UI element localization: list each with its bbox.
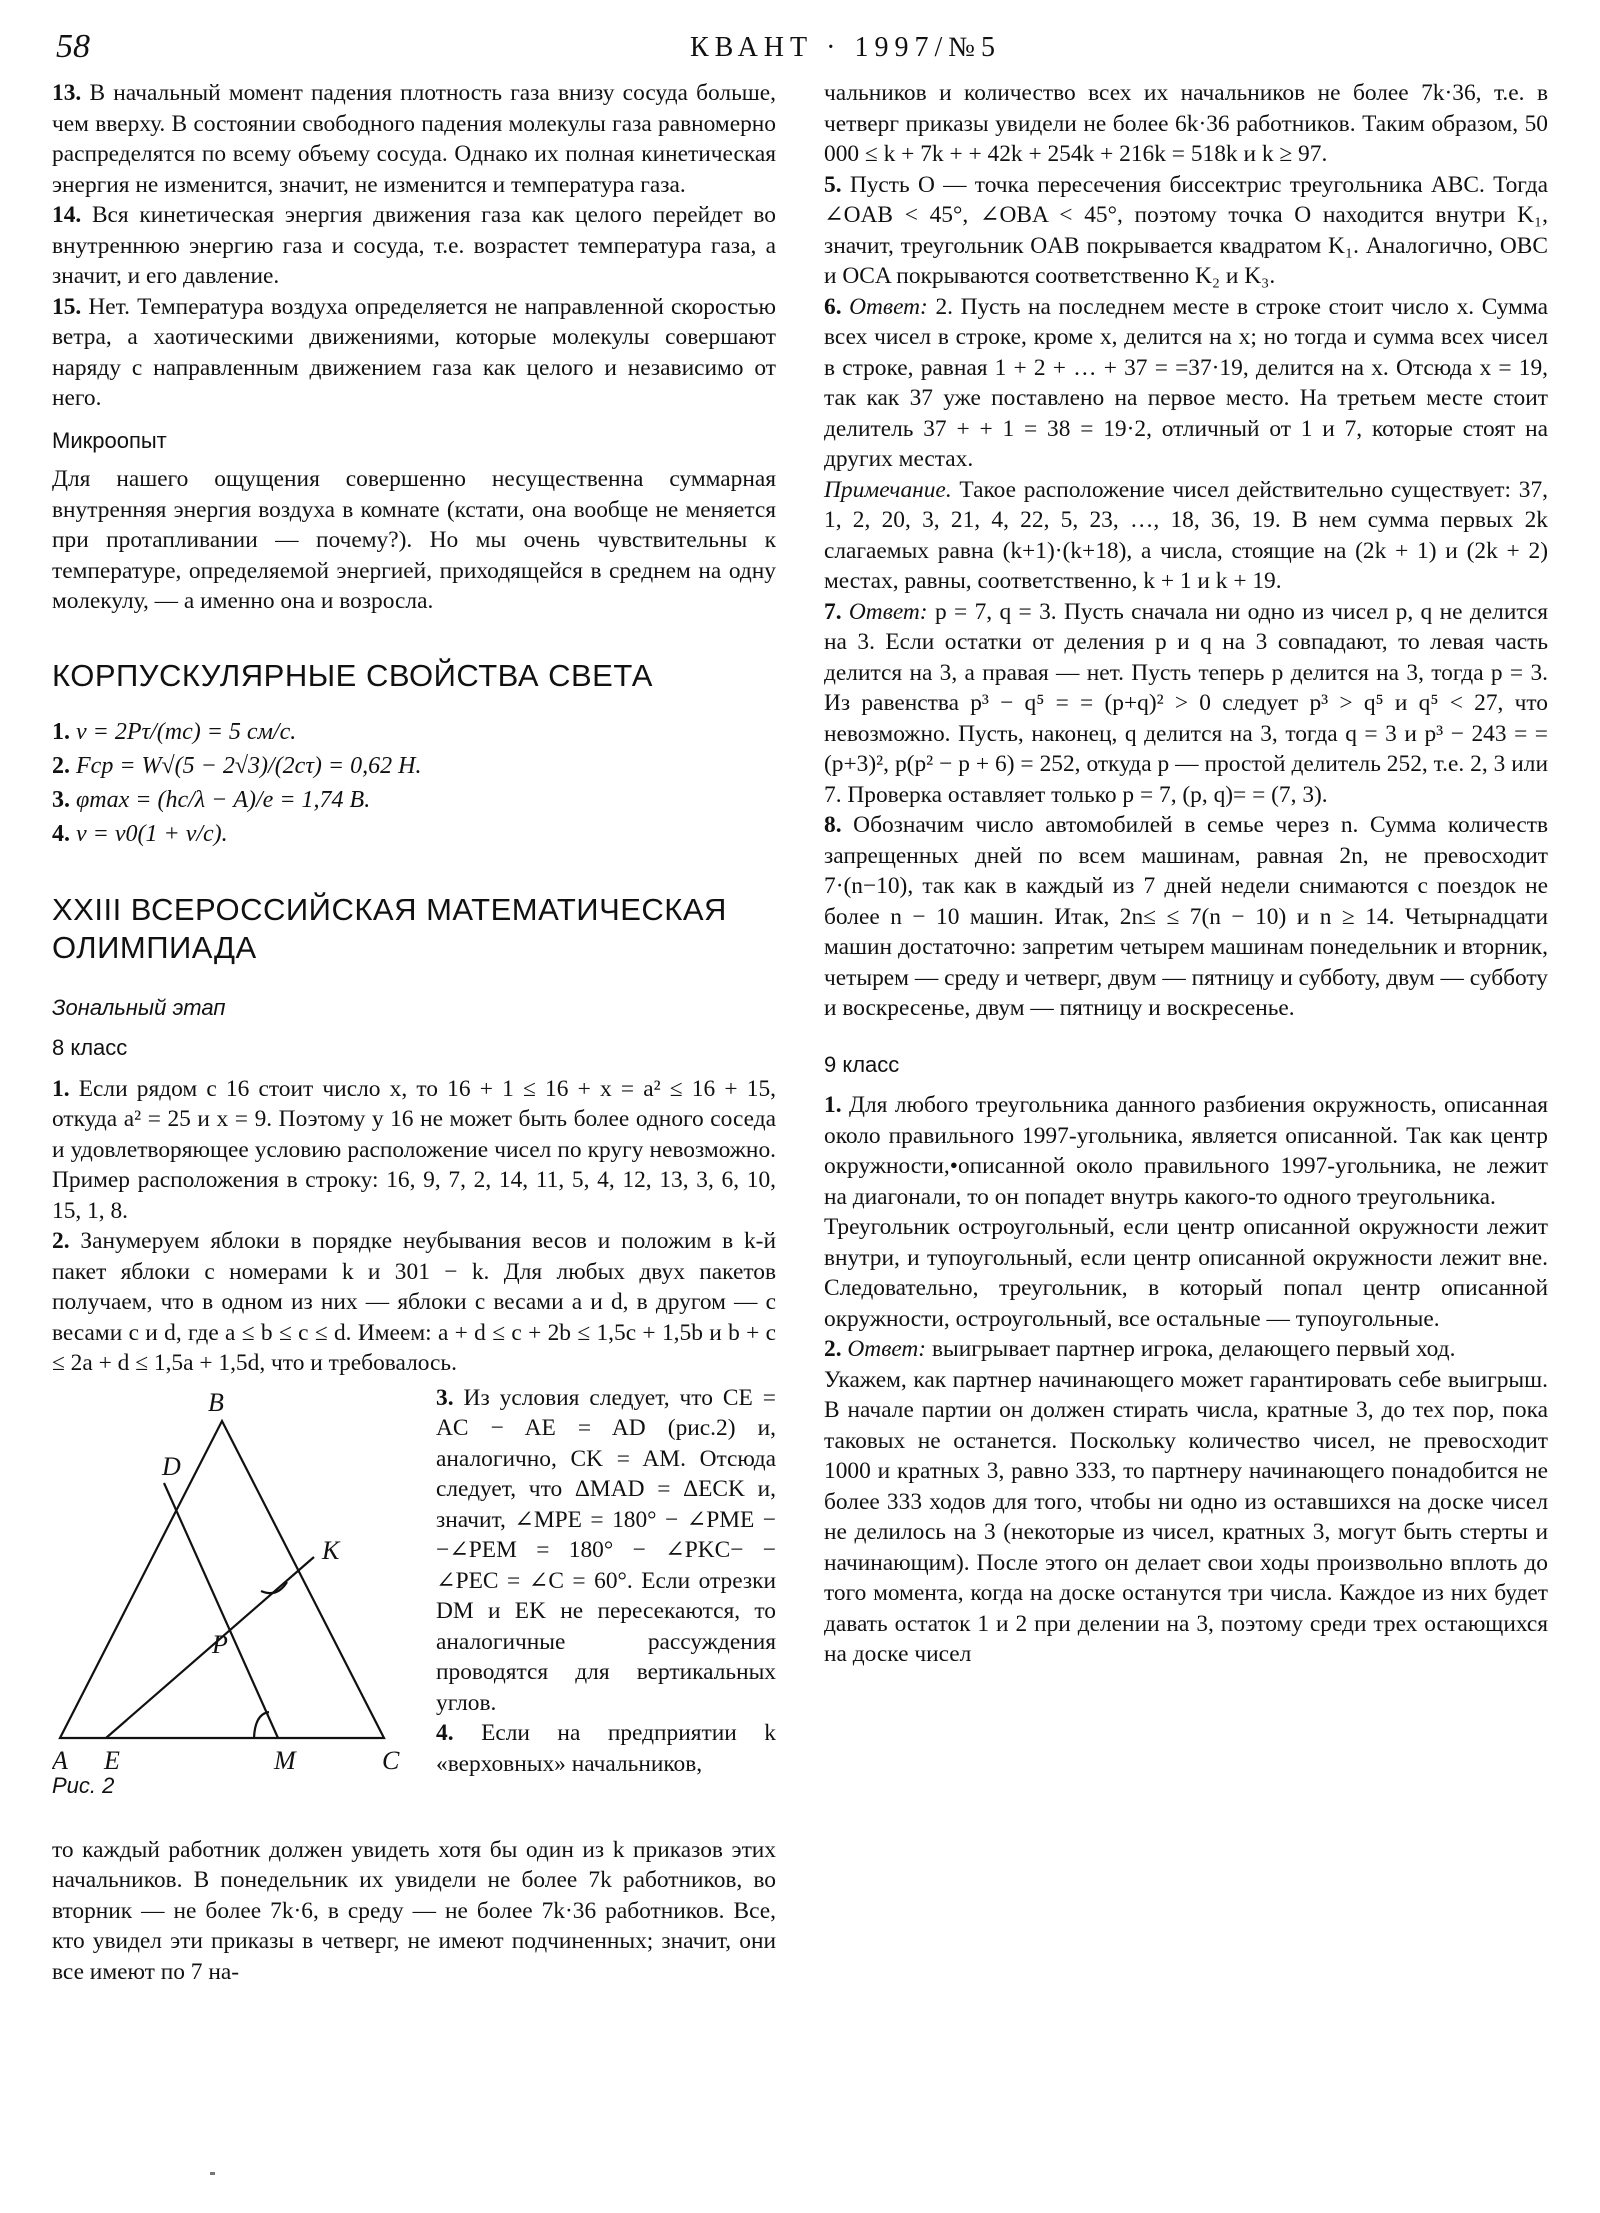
math-answer-2 [52,1226,776,1379]
math-answer-3 [436,1383,776,1719]
note-label: Примечание. [824,476,952,503]
item-number: 2. [52,1228,70,1254]
item-number: 4. [436,1720,454,1746]
formula-text: ν = ν0(1 + v/c). [76,820,228,847]
item-number: 1. [52,1075,70,1102]
page-number: 58 [56,28,90,65]
label-b: B [208,1387,224,1417]
label-a: A [52,1745,68,1773]
item-number: 1. [824,1092,842,1118]
section-title-light: КОРПУСКУЛЯРНЫЕ СВОЙСТВА СВЕТА [52,657,653,693]
formula-text: φmax = (hc/λ − A)/e = 1,74 В. [76,786,371,813]
answer-text: p = 7, q = 3. Пусть сначала ни одно из чисел p, q не делится на 3. Если остатки от деления p и q на 3 совпадают, то левая часть делится на 3, а правая — нет. Пусть теперь p делится на 3, тогда p = 3. Из равенства p³ − q⁵ = = (p+q)² > 0 следует p³ > q⁵ и q⁵ < 27, что невозможно. Пусть, наконец, q делится на 3, тогда q = 3 и p³ − 243 = =(p+3)², p(p² − p + 6) = 252, откуда p — простой делитель 252, т.е. 2, 3 или 7. Проверка оставляет только p = 7, (p, q)= = (7, 3). [824,598,1548,808]
math-answer-8 [824,810,1548,1024]
math-answer-4-end: чальников и количество всех их начальников не более 7k·36, т.е. в четверг приказы увидели не более 6k·36 работников. Таким образом, 50 000 ≤ k + 7k + + 42k + 254k + 216k = 518k и k ≥ 97. [824,80,1548,167]
segment-dm [164,1483,278,1738]
triangle-abc [60,1421,384,1738]
grade9-answer-1 [824,1090,1548,1212]
answer-label: Ответ: [849,293,928,320]
answer-15 [52,292,776,414]
answer-label: Ответ: [847,1336,927,1362]
answer-text: Нет. Температура воздуха определяется не направленной скоростью ветра, а хаотическими движениями, которые молекулы совершают наряду с направленным движением газа как целого и независимо от него. [52,293,776,411]
answer-label: Ответ: [848,598,928,625]
triangle-figure [52,1383,432,1773]
section-title-line: XXIII ВСЕРОССИЙСКАЯ МАТЕМАТИЧЕСКАЯ [52,891,727,927]
figure-caption: Рис. 2 [52,1772,115,1798]
formula-text: Fср = W√(5 − 2√3)/(2cτ) = 0,62 Н. [76,752,422,779]
math-answer-5 [824,170,1548,292]
answer-14 [52,200,776,292]
grade-8-heading: 8 класс [52,1035,128,1060]
item-number: 2. [52,752,70,779]
item-number: 7. [824,598,842,625]
answer-text: выигрывает партнер игрока, делающего первый ход. [931,1336,1456,1362]
item-number: 15. [52,293,82,320]
grade9-answer-1-cont: Треугольник остроугольный, если центр описанной окружности лежит внутри, и тупоугольный, если центр описанной окружности лежит вне. Следовательно, треугольник, в который попал центр описанной окружности, остроугольный, все остальные — тупоугольные. [824,1214,1548,1332]
item-number: 1. [52,718,70,745]
answer-text: Пусть O — точка пересечения биссектрис треугольника ABC. Тогда ∠OAB < 45°, ∠OBA < 45°, поэтому точка O находится внутри K₁, значит, треугольник OAB покрывается квадратом K₁. Аналогично, OBC и OCA покрываются соответственно K₂ и K₃. [824,171,1548,289]
section-title-line: ОЛИМПИАДА [52,929,257,965]
grade9-answer-2 [824,1334,1548,1365]
math-answer-1 [52,1074,776,1227]
label-m: M [274,1745,296,1773]
formula-1 [52,715,776,749]
item-number: 5. [824,171,842,198]
label-e: E [104,1745,120,1773]
page-header [50,22,1570,72]
item-number: 3. [52,786,70,813]
answer-text: Если рядом с 16 стоит число x, то 16 + 1 ≤ 16 + x = a² ≤ 16 + 15, откуда a² = 25 и x = 9. Поэтому у 16 не может быть более одного соседа и удовлетворяющее условию расположение чисел по кругу невозможно. Пример расположения в строку: 16, 9, 7, 2, 14, 11, 5, 4, 12, 13, 3, 6, 10, 15, 1, 8. [52,1075,776,1224]
formula-text: v = 2Pτ/(mc) = 5 см/с. [76,718,297,745]
left-column [52,78,776,1987]
formula-3 [52,783,776,817]
stage-heading: Зональный этап [52,994,226,1020]
math-answer-6 [824,292,1548,475]
formula-2 [52,749,776,783]
item-number: 4. [52,820,70,847]
answer-text: Вся кинетическая энергия движения газа как целого перейдет во внутреннюю энергию газа и сосуда, т.е. возрастет температура газа, а значит, и его давление. [52,202,776,289]
answer-text: Из условия следует, что CE = AC − AE = AD (рис.2) и, аналогично, CK = AM. Отсюда следует, что ΔMAD = ΔECK и, значит, ∠MPE = 180° − ∠PME − −∠PEM = 180° − ∠PKC− − ∠PEC = ∠C = 60°. Если отрезки DM и EK не пересекаются, то аналогичные рассуждения проводятся для вертикальных углов. [436,1384,776,1716]
answer-text: Обозначим число автомобилей в семье через n. Сумма количеств запрещенных дней по всем машинам, равная 2n, не превосходит 7·(n−10), так как в каждый из 7 дней недели снимаются с поездок не более n − 10 машин. Итак, 2n≤ ≤ 7(n − 10) и n ≥ 14. Четырнадцати машин достаточно: запретим четырем машинам понедельник и вторник, четырем — среду и четверг, двум — пятницу и субботу, двум — субботу и воскресенье, двум — пятницу и воскресенье. [824,812,1548,1021]
answer-text: 2. Пусть на последнем месте в строке стоит число x. Сумма всех чисел в строке, кроме x, делится на x; но тогда и сумма всех чисел в строке, равная 1 + 2 + … + 37 = =37·19, делится на x. Отсюда x = 19, так как 37 уже поставлено на первое место. На третьем месте стоит делитель 37 + + 1 = 38 = 19·2, отличный от 1 и 7, которые стоят на других местах. [824,293,1548,472]
label-p: P [212,1629,228,1659]
grade-9-heading: 9 класс [824,1051,900,1077]
figure-side-text [436,1383,776,1780]
answer-text: Для любого треугольника данного разбиения окружность, описанная около правильного 1997-угольника, является описанной. Так как центр окружности,•описанной около правильного 1997-угольника, не лежит на диагонали, то он попадет внутрь какого-то одного треугольника. [824,1092,1548,1210]
label-c: C [382,1745,400,1773]
label-k: K [322,1535,340,1565]
note [824,475,1548,597]
answer-text: В начальный момент падения плотность газа внизу сосуда больше, чем вверху. В состоянии свободного падения молекулы газа равномерно распределятся по всему объему сосуда. Однако их полная кинетическая энергия не изменится, значит, не изменится и температура газа. [52,80,776,198]
item-number: 3. [436,1384,454,1411]
running-title: КВАНТ · 1997/№5 [690,32,1001,63]
answer-text: Если на предприятии k «верховных» начальников, [436,1720,776,1777]
item-number: 6. [824,293,842,320]
print-speck [210,2172,215,2175]
item-number: 13. [52,80,82,106]
item-number: 2. [824,1336,842,1362]
grade9-answer-2-cont: Укажем, как партнер начинающего может гарантировать себе выигрыш. В начале партии он должен стирать числа, кратные 3, до тех пор, пока таковых не останется. Поскольку количество чисел, не превосходит 1000 и кратных 3, равно 333, то партнеру начинающего понадобится не более 333 ходов для того, чтобы ни одно из оставшихся на доске чисел не делилось на 3 (некоторые из чисел, кратных 3, могут быть стерты и начинающим). После этого он делает свои ходы произвольно вплоть до того момента, когда на доске останутся три числа. Каждое из них будет давать остаток 1 и 2 при делении на 3, поэтому среди трех остающихся на доске чисел [824,1366,1548,1667]
label-d: D [162,1451,181,1481]
section-title-olympiad [52,891,776,967]
right-column [824,78,1548,1670]
answer-13 [52,78,776,200]
formula-4 [52,817,776,851]
math-answer-4-start [436,1718,776,1779]
microexperiment-text: Для нашего ощущения совершенно несущественна суммарная внутренняя энергия воздуха в комнате (кстати, она вообще не меняется при протапливании — почему?). Но мы очень чувствительны к температуре, определяемой энергией, приходящейся в среднем на одну молекулу, — а именно она и возросла. [52,466,776,614]
item-number: 14. [52,202,82,228]
angle-arc-m [254,1712,269,1738]
math-answer-7 [824,597,1548,811]
item-number: 8. [824,812,842,838]
note-text: Такое расположение чисел действительно существует: 37, 1, 2, 20, 3, 21, 4, 22, 5, 23, …, 18, 36, 19. В нем сумма первых 2k слагаемых равна (k+1)·(k+18), а числа, стоящие на (2k + 1) и (2k + 2) местах, равны, соответственно, k + 1 и k + 19. [824,476,1548,594]
figure-2-block [52,1383,776,1835]
microexperiment-heading: Микроопыт [52,427,167,453]
answer-text: Занумеруем яблоки в порядке неубывания весов и положим в k-й пакет яблоки с номерами k и 301 − k. Для любых двух пакетов получаем, что в одном из них — яблоки с весами a и d, в другом — с весами c и d, где a ≤ b ≤ c ≤ d. Имеем: a + d ≤ c + 2b ≤ 1,5c + 1,5b и b + c ≤ 2a + d ≤ 1,5a + 1,5d, что и требовалось. [52,1228,776,1376]
math-answer-4-cont: то каждый работник должен увидеть хотя бы один из k приказов этих начальников. В понедельник их увидели не более 7k работников, во вторник — не более 7k·6, в среду — не более 7k·36 работников. Все, кто увидел эти приказы в четверг, не имеют подчиненных; значит, они все имеют по 7 на- [52,1836,776,1985]
